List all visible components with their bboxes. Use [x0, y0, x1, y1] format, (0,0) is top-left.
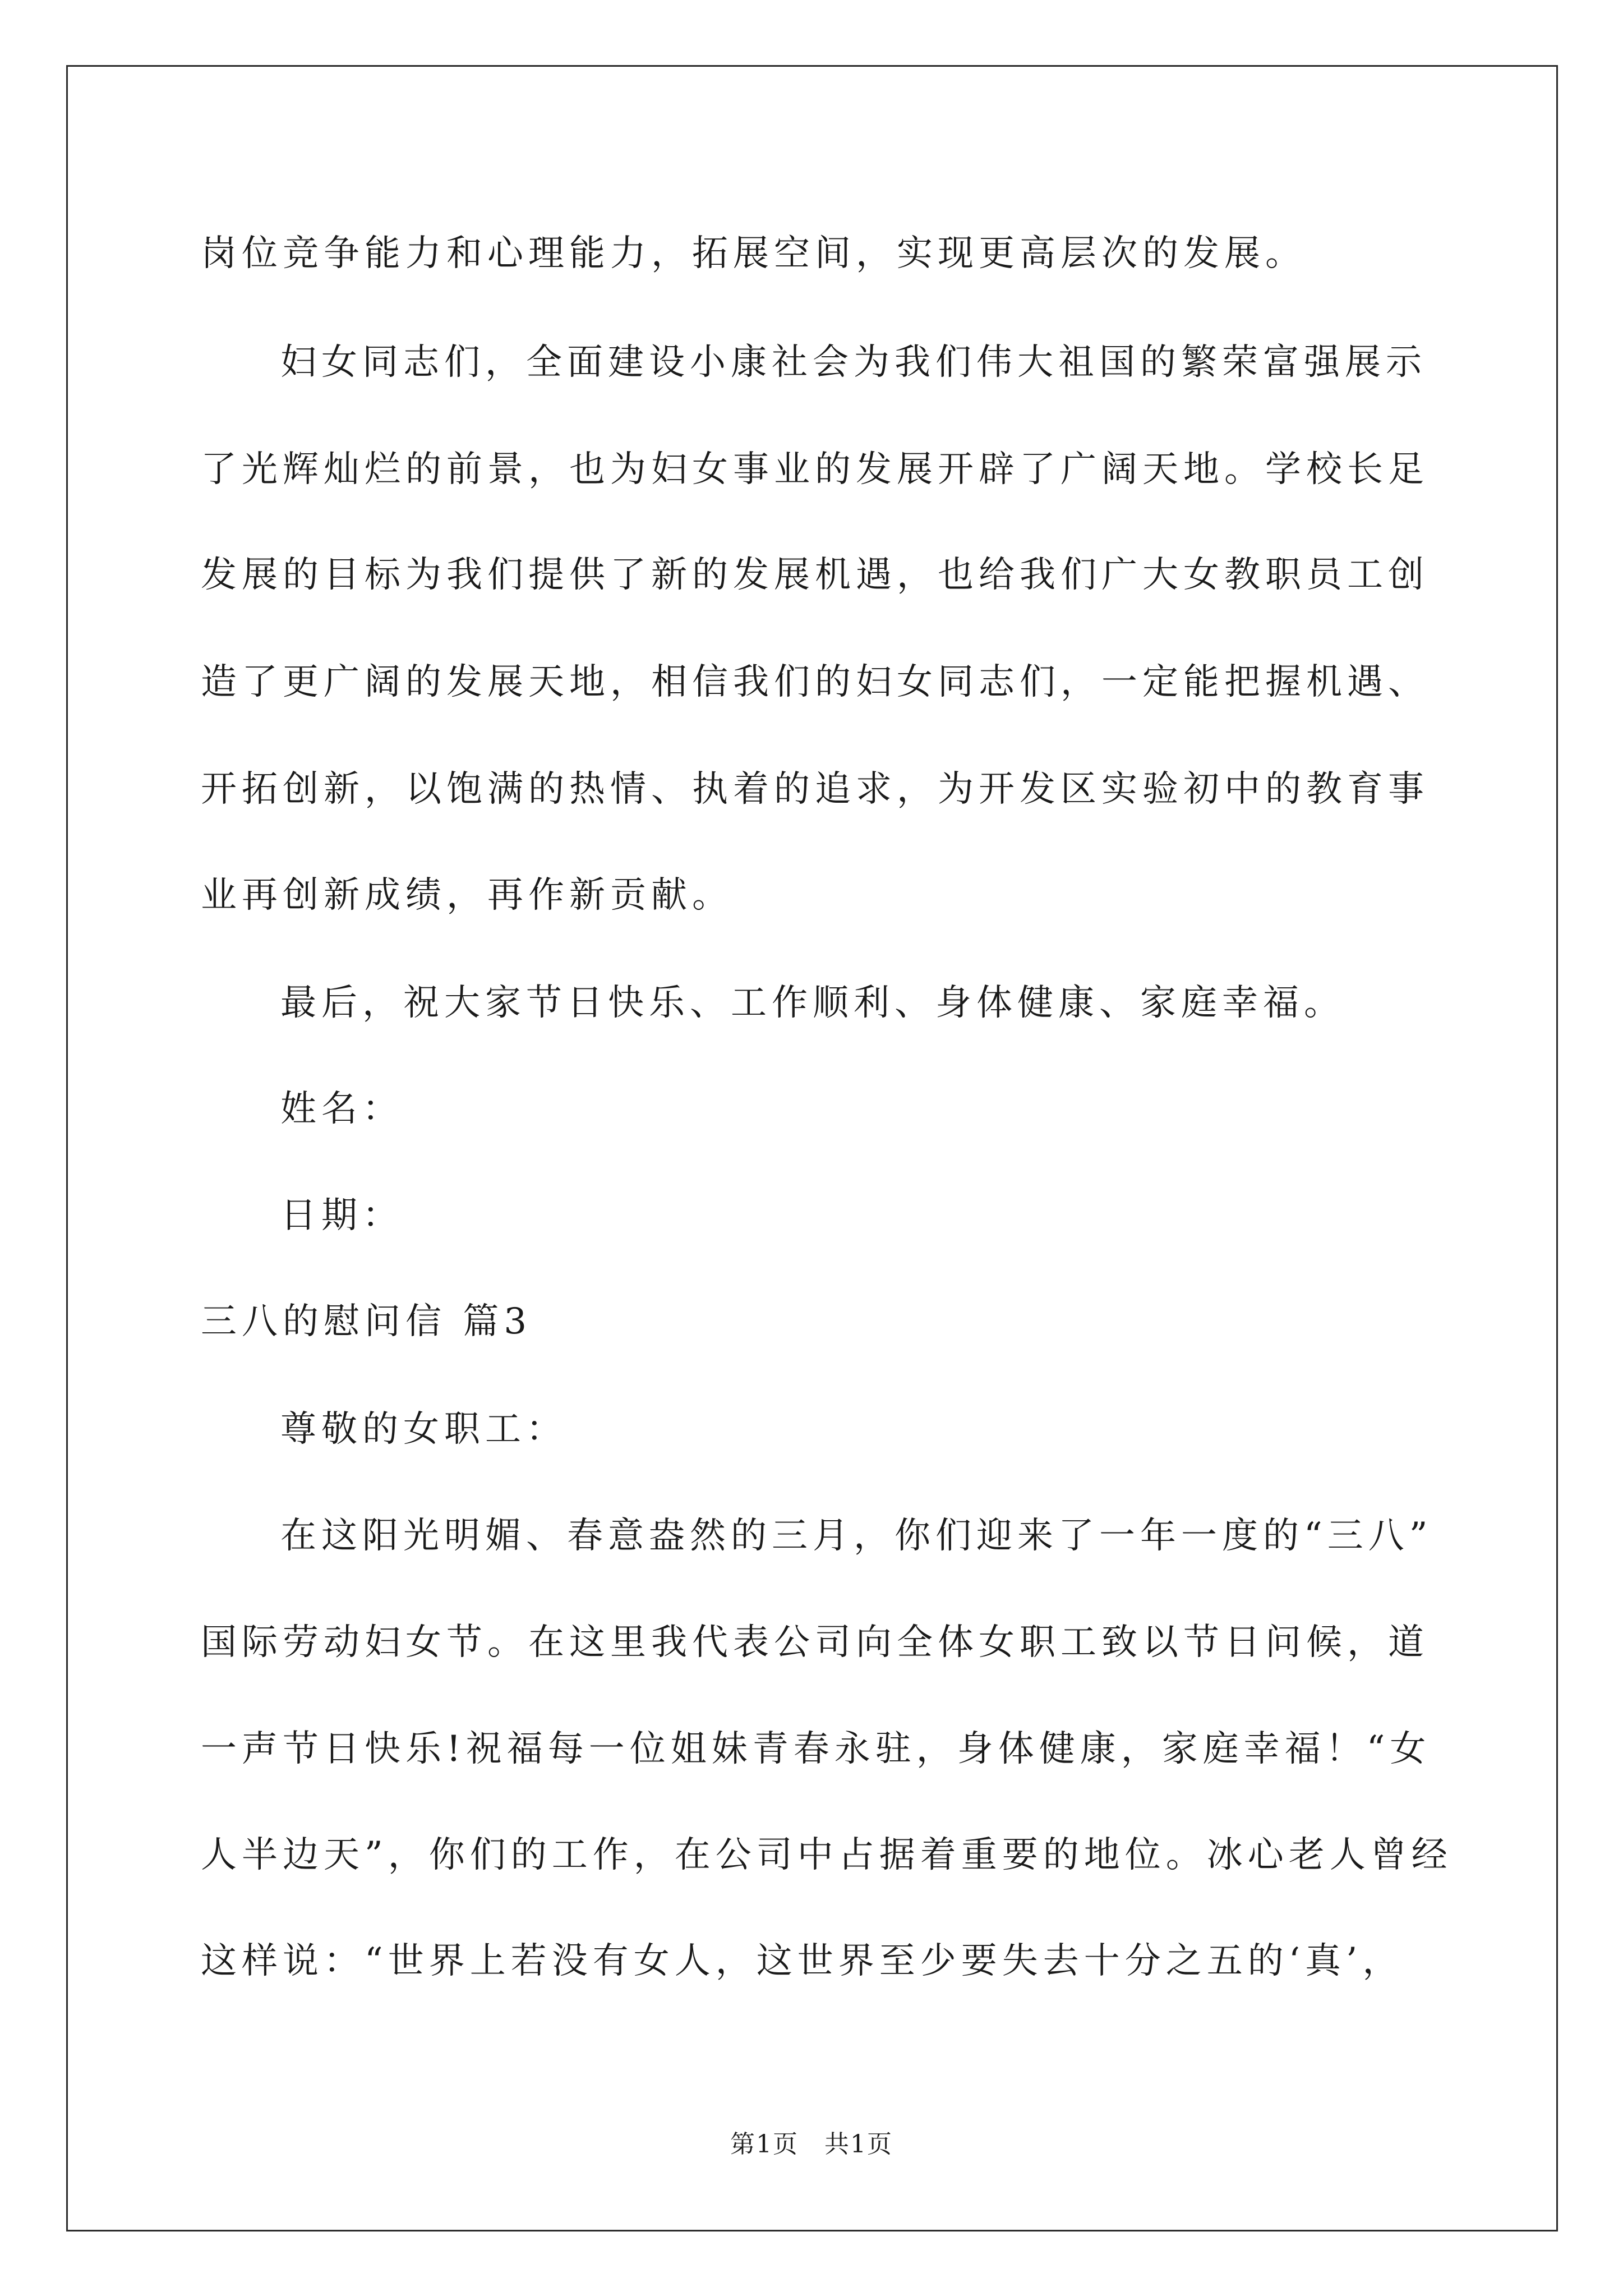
paragraph-line: 开拓创新，以饱满的热情、执着的追求，为开发区实验初中的教育事	[201, 769, 1429, 810]
paragraph-line: 一声节日快乐!祝福每一位姐妹青春永驻，身体健康，家庭幸福！“女	[201, 1728, 1431, 1770]
page-number-footer: 第1页 共1页	[730, 2130, 893, 2159]
signature-name-label: 姓名：	[280, 1088, 403, 1130]
paragraph-line: 造了更广阔的发展天地，相信我们的妇女同志们，一定能把握机遇、	[201, 661, 1429, 703]
paragraph-line: 这样说：“世界上若没有女人，这世界至少要失去十分之五的‘真’，	[201, 1940, 1404, 1982]
paragraph-line: 了光辉灿烂的前景，也为妇女事业的发展开辟了广阔天地。学校长足	[201, 449, 1429, 490]
paragraph-line: 在这阳光明媚、春意盎然的三月，你们迎来了一年一度的“三八”	[280, 1515, 1433, 1557]
page-border	[66, 65, 1558, 2231]
paragraph-line: 人半边天”，你们的工作，在公司中占据着重要的地位。冰心老人曾经	[201, 1834, 1453, 1876]
signature-date-label: 日期：	[280, 1195, 403, 1236]
paragraph-line: 国际劳动妇女节。在这里我代表公司向全体女职工致以节日问候，道	[201, 1622, 1429, 1663]
paragraph-line: 业再创新成绩，再作新贡献。	[201, 875, 733, 916]
salutation: 尊敬的女职工：	[280, 1409, 567, 1450]
paragraph-line: 妇女同志们，全面建设小康社会为我们伟大祖国的繁荣富强展示	[280, 342, 1427, 383]
paragraph-line: 发展的目标为我们提供了新的发展机遇，也给我们广大女教职员工创	[201, 554, 1429, 596]
paragraph-line: 岗位竞争能力和心理能力，拓展空间，实现更高层次的发展。	[201, 233, 1306, 274]
paragraph-line: 最后，祝大家节日快乐、工作顺利、身体健康、家庭幸福。	[280, 982, 1345, 1024]
section-heading: 三八的慰问信 篇3	[201, 1301, 532, 1342]
